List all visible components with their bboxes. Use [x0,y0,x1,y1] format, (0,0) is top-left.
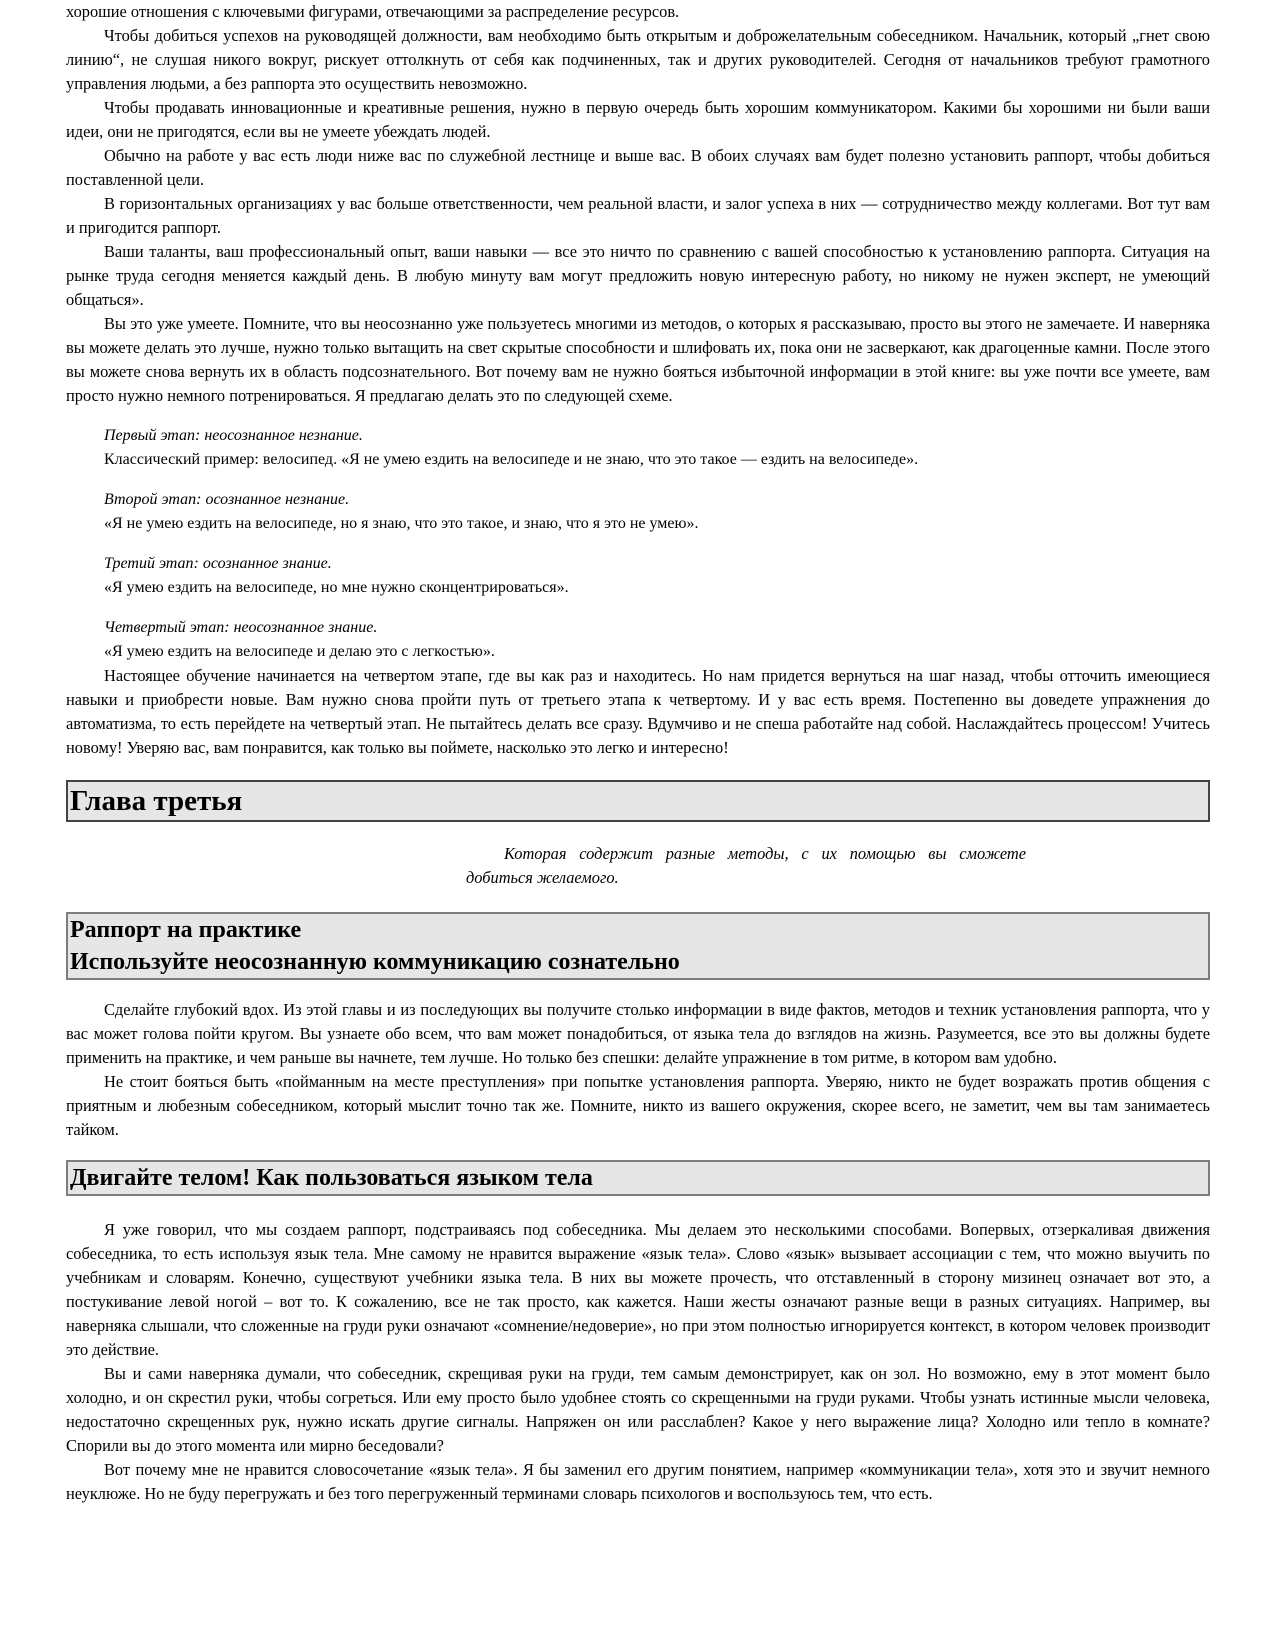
stage-block [104,424,1210,472]
paragraph: Чтобы добиться успехов на руководящей должности, вам необходимо быть открытым и доброжелательным собеседником. Начальник, который „гнет свою линию“, не слушая никого вокруг, рискует оттолкнуть от себя как подчиненных, так и других руководителей. Сегодня от начальников требуют грамотного управления людьми, а без раппорта это осуществить невозможно. [66,26,1210,93]
stage-text: «Я не умею ездить на велосипеде, но я знаю, что это такое, и знаю, что я это не умею». [104,515,699,532]
epigraph: Которая содержит разные методы, с их помощью вы сможете добиться желаемого. [466,844,1026,887]
stage-text: «Я умею ездить на велосипеде, но мне нужно сконцентрироваться». [104,579,569,596]
paragraph: Вы и сами наверняка думали, что собеседник, скрещивая руки на груди, тем самым демонстрирует, как он зол. Но возможно, ему в этот момент было холодно, и он скрестил руки, чтобы согреться. Или ему просто было удобнее стоять со скрещенными на груди руками. Чтобы узнать истинные мысли человека, недостаточно скрещенных рук, нужно искать другие сигналы. Напряжен он или расслаблен? Какое у него выражение лица? Холодно или тепло в комнате? Спорили вы до этого момента или мирно беседовали? [66,1364,1210,1455]
section-title-line: Раппорт на практике [70,917,302,943]
top-cutoff-line: хорошие отношения с ключевыми фигурами, отвечающими за распределение ресурсов. [66,2,680,21]
paragraph: Вы это уже умеете. Помните, что вы неосознанно уже пользуетесь многими из методов, о которых я рассказываю, просто вы этого не замечаете. И наверняка вы можете делать это лучше, нужно только вытащить на свет скрытые способности и шлифовать их, пока они не засверкают, как драгоценные камни. После этого вы можете снова вернуть их в область подсознательного. Вот почему вам не нужно бояться избыточной информации в этой книге: вы уже почти все умеете, вам просто нужно немного потренироваться. Я предлагаю делать это по следующей схеме. [66,314,1210,405]
stage-block [104,616,1210,664]
stage-block [104,488,1210,536]
stage-title: Четвертый этап: неосознанное знание. [104,619,378,636]
section-title-body-language: Двигайте телом! Как пользоваться языком тела [66,1160,1210,1196]
paragraph: Обычно на работе у вас есть люди ниже вас по служебной лестнице и выше вас. В обоих случаях вам будет полезно установить раппорт, чтобы добиться поставленной цели. [66,146,1210,189]
stage-block [104,552,1210,600]
paragraph: Сделайте глубокий вдох. Из этой главы и из последующих вы получите столько информации в виде фактов, методов и техник установления раппорта, что у вас может голова пойти кругом. Вы узнаете обо всем, что вам может понадобиться, от языка тела до взглядов на жизнь. Разумеется, все это вы должны будете применить на практике, и чем раньше вы начнете, тем лучше. Но только без спешки: делайте упражнение в том ритме, в котором вам удобно. [66,1000,1210,1067]
paragraph: Чтобы продавать инновационные и креативные решения, нужно в первую очередь быть хорошим коммуникатором. Какими бы хорошими ни были ваши идеи, они не пригодятся, если вы не умеете убеждать людей. [66,98,1210,141]
paragraph: Вот почему мне не нравится словосочетание «язык тела». Я бы заменил его другим понятием, например «коммуникации тела», хотя это и звучит немного неуклюже. Но не буду перегружать и без того перегруженный терминами словарь психологов и воспользуюсь тем, что есть. [66,1460,1210,1503]
paragraph: Не стоит бояться быть «пойманным на месте преступления» при попытке установления раппорта. Уверяю, никто не будет возражать против общения с приятным и любезным собеседником, который мыслит точно так же. Помните, никто из вашего окружения, скорее всего, не заметит, чем вы там занимаетесь тайком. [66,1072,1210,1139]
chapter-title: Глава третья [66,780,1210,822]
paragraph: Настоящее обучение начинается на четвертом этапе, где вы как раз и находитесь. Но нам придется вернуться на шаг назад, чтобы отточить имеющиеся навыки и приобрести новые. Вам нужно снова пройти путь от третьего этапа к четвертому. И у вас есть время. Постепенно вы доведете упражнения до автоматизма, то есть перейдете на четвертый этап. Не пытайтесь делать все сразу. Вдумчиво и не спеша работайте над собой. Наслаждайтесь процессом! Учитесь новому! Уверяю вас, вам понравится, как только вы поймете, насколько это легко и интересно! [66,666,1210,757]
stage-title: Второй этап: осознанное незнание. [104,491,350,508]
section-title-rapport [66,912,1210,980]
stage-text: «Я умею ездить на велосипеде и делаю это с легкостью». [104,643,495,660]
section-title-line: Используйте неосознанную коммуникацию сознательно [70,949,680,975]
paragraph: В горизонтальных организациях у вас больше ответственности, чем реальной власти, и залог успеха в них — сотрудничество между коллегами. Вот тут вам и пригодится раппорт. [66,194,1210,237]
paragraph: Я уже говорил, что мы создаем раппорт, подстраиваясь под собеседника. Мы делаем это несколькими способами. Вопервых, отзеркаливая движения собеседника, то есть используя язык тела. Мне самому не нравится выражение «язык тела». Слово «язык» вызывает ассоциации с тем, что можно выучить по учебникам и словарям. Конечно, существуют учебники языка тела. В них вы можете прочесть, что отставленный в сторону мизинец означает вот это, а постукивание левой ногой – вот то. К сожалению, все не так просто, как кажется. Наши жесты означают разные вещи в разных ситуациях. Например, вы наверняка слышали, что сложенные на груди руки означают «сомнение/недоверие», но при этом полностью игнорируется контекст, в котором человек производит это действие. [66,1220,1210,1359]
paragraph: Ваши таланты, ваш профессиональный опыт, ваши навыки — все это ничто по сравнению с вашей способностью к установлению раппорта. Ситуация на рынке труда сегодня меняется каждый день. В любую минуту вам могут предложить новую интересную работу, но никому не нужен эксперт, не умеющий общаться». [66,242,1210,309]
stage-title: Третий этап: осознанное знание. [104,555,332,572]
document-page [66,0,1210,1506]
stage-title: Первый этап: неосознанное незнание. [104,427,363,444]
stage-text: Классический пример: велосипед. «Я не умею ездить на велосипеде и не знаю, что это такое — ездить на велосипеде». [104,451,919,468]
